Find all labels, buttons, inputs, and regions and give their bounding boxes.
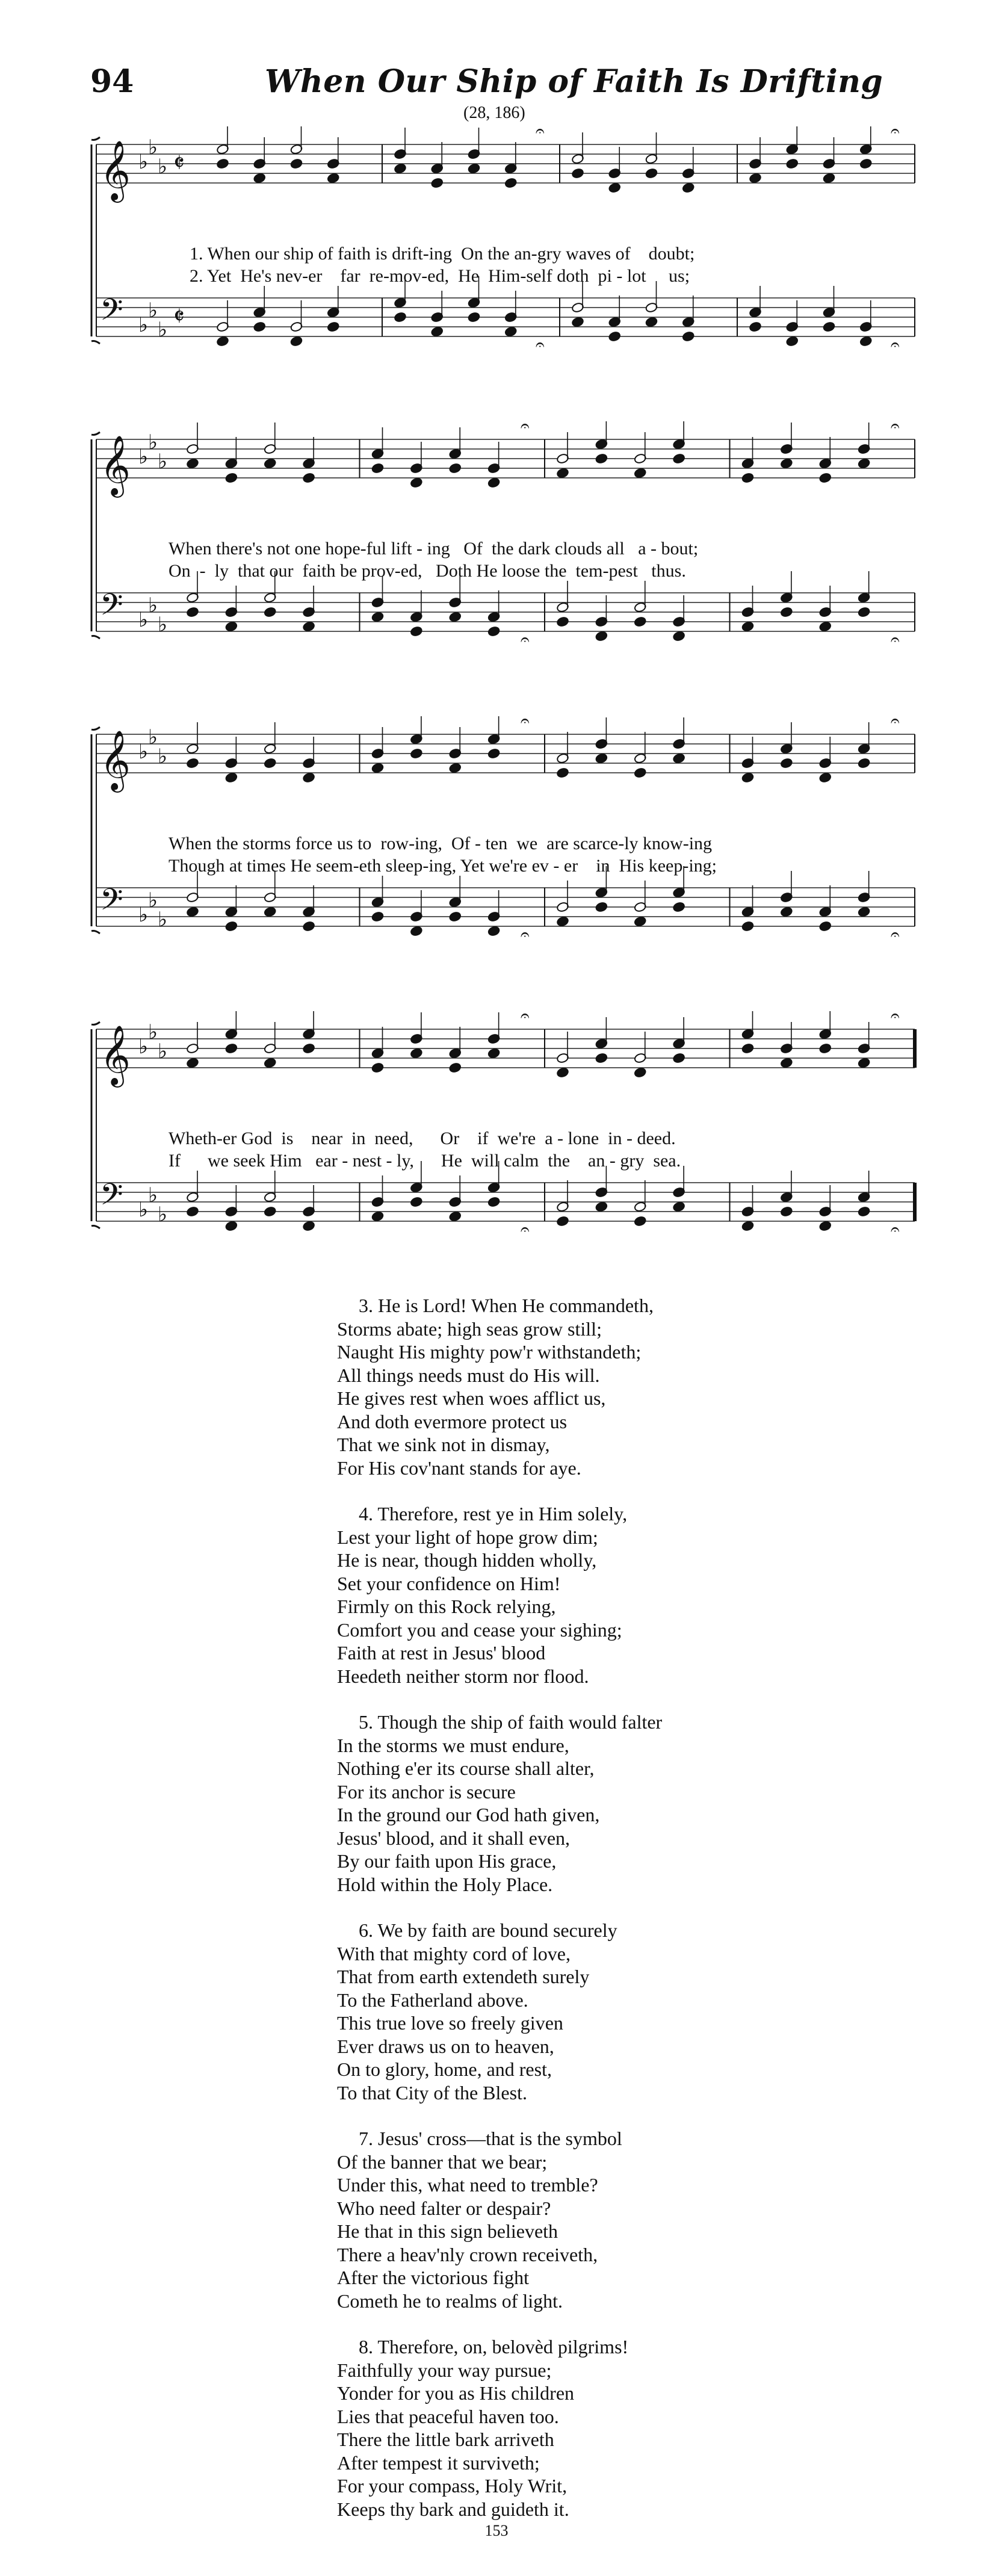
note-head xyxy=(410,477,422,488)
note-head xyxy=(410,926,422,937)
note-head xyxy=(225,1221,238,1231)
hymn-title: When Our Ship of Faith Is Drifting xyxy=(265,63,883,100)
treble-clef-icon: 𝄞 xyxy=(100,435,131,495)
note-head xyxy=(225,1043,238,1054)
note-head xyxy=(645,317,658,327)
note-head xyxy=(749,321,761,332)
note-head xyxy=(858,607,870,618)
note-head xyxy=(449,611,462,622)
bass-clef-icon: 𝄢 xyxy=(100,293,123,335)
fermata-icon: 𝄐 xyxy=(891,1221,900,1239)
flat-sign: ♭ xyxy=(138,1198,149,1222)
note-head xyxy=(327,173,339,184)
stanza-line: To that City of the Blest. xyxy=(337,2081,527,2104)
note-head xyxy=(302,772,315,783)
note-head xyxy=(253,173,266,184)
flat-sign: ♭ xyxy=(148,1020,158,1044)
flat-sign: ♭ xyxy=(148,593,158,618)
treble-clef-icon: 𝄞 xyxy=(100,140,131,200)
flat-sign: ♭ xyxy=(158,1203,168,1227)
bracket-top xyxy=(91,727,100,730)
note-head xyxy=(634,1216,646,1227)
note-head xyxy=(786,158,799,169)
note-head xyxy=(858,458,870,469)
note-head xyxy=(672,902,685,912)
stanza-line: After the victorious fight xyxy=(337,2267,530,2288)
flat-sign: ♭ xyxy=(148,1183,158,1207)
hymn-number: 94 xyxy=(90,63,134,100)
flat-sign: ♭ xyxy=(148,430,158,454)
note-head xyxy=(487,1197,500,1207)
note-head xyxy=(264,1206,276,1217)
lyric-line-verse-2: On - ly that our faith be prov-ed, Doth He loose the tem-pest thus. xyxy=(169,561,686,581)
fermata-icon: 𝄐 xyxy=(891,926,900,944)
note-head xyxy=(608,182,621,193)
note-head xyxy=(431,326,444,337)
note-head xyxy=(858,1057,870,1068)
fermata-icon: 𝄐 xyxy=(891,421,900,435)
note-head xyxy=(186,906,199,917)
note-head xyxy=(858,1206,870,1217)
fermata-icon: 𝄐 xyxy=(521,421,530,435)
bracket-bottom xyxy=(91,636,100,639)
note-head xyxy=(858,758,870,769)
note-head xyxy=(595,1053,608,1064)
note-head xyxy=(371,463,384,474)
note-head xyxy=(672,753,685,764)
note-head xyxy=(371,911,384,922)
bracket-top xyxy=(91,432,100,435)
note-head xyxy=(186,458,199,469)
stanza-line: Hold within the Holy Place. xyxy=(337,1873,553,1895)
flat-sign: ♭ xyxy=(148,135,158,159)
note-head xyxy=(672,1053,685,1064)
note-head xyxy=(302,1221,315,1231)
stanza-line: Lies that peaceful haven too. xyxy=(337,2405,559,2427)
lyric-line-verse-1: When there's not one hope-ful lift - ing Of the dark clouds all a - bout; xyxy=(169,539,699,559)
lyric-line-verse-1: When the storms force us to row-ing, Of - ten we are scarce-ly know-ing xyxy=(169,834,713,853)
treble-clef-icon: 𝄞 xyxy=(100,1025,131,1085)
note-head xyxy=(487,626,500,637)
flat-sign: ♭ xyxy=(138,608,149,632)
bass-clef-icon: 𝄢 xyxy=(100,1177,123,1219)
note-head xyxy=(371,1211,384,1222)
stanza-line: He that in this sign believeth xyxy=(337,2220,558,2242)
time-signature-icon: 𝄵 xyxy=(173,148,185,178)
page-number: 153 xyxy=(484,2522,509,2539)
stanza-line: Lest your light of hope grow dim; xyxy=(337,1526,598,1548)
stanza-line: 5. Though the ship of faith would falter xyxy=(359,1711,663,1733)
note-head xyxy=(819,621,832,632)
note-head xyxy=(264,758,276,769)
fermata-icon: 𝄐 xyxy=(891,716,900,730)
note-head xyxy=(302,921,315,932)
note-head xyxy=(264,906,276,917)
bracket-top xyxy=(91,137,100,140)
note-head xyxy=(741,472,754,483)
fermata-icon: 𝄐 xyxy=(521,1221,530,1239)
note-head xyxy=(859,336,872,347)
note-head xyxy=(449,1211,462,1222)
note-head xyxy=(595,1201,608,1212)
note-head xyxy=(302,1043,315,1054)
lyric-line-verse-2: 2. Yet He's nev-er far re-mov-ed, He Him-self doth pi - lot us; xyxy=(190,266,690,286)
note-head xyxy=(556,767,569,778)
flat-sign: ♭ xyxy=(158,613,168,637)
note-head xyxy=(504,326,517,337)
stanza-line: 4. Therefore, rest ye in Him solely, xyxy=(359,1503,628,1525)
stanza-line: For its anchor is secure xyxy=(337,1780,516,1803)
stanza-line: Ever draws us on to heaven, xyxy=(337,2035,554,2057)
note-head xyxy=(634,916,646,927)
note-head xyxy=(595,631,608,642)
stanza-line: Naught His mighty pow'r withstandeth; xyxy=(337,1341,642,1363)
note-head xyxy=(410,626,422,637)
note-head xyxy=(225,472,238,483)
stanza-line: There the little bark arriveth xyxy=(337,2429,554,2450)
stanza-line: Who need falter or despair? xyxy=(337,2197,551,2219)
note-head xyxy=(394,163,406,174)
note-head xyxy=(487,477,500,488)
flat-sign: ♭ xyxy=(138,1035,149,1059)
stanza-line: For your compass, Holy Writ, xyxy=(337,2475,568,2497)
note-head xyxy=(302,621,315,632)
note-head xyxy=(186,758,199,769)
note-head xyxy=(819,1043,832,1054)
note-head xyxy=(819,1221,832,1231)
stanza-line: Cometh he to realms of light. xyxy=(337,2290,563,2312)
note-head xyxy=(741,621,754,632)
lyric-line-verse-2: If we seek Him ear - nest - ly, He will calm the an - gry sea. xyxy=(169,1151,681,1171)
stanza-line: In the storms we must endure, xyxy=(337,1734,569,1756)
stanza-line: 8. Therefore, on, belovèd pilgrims! xyxy=(359,2336,629,2358)
note-head xyxy=(264,607,276,618)
music-system-2 xyxy=(84,421,927,680)
stanza-line: Set your confidence on Him! xyxy=(337,1572,561,1594)
note-head xyxy=(786,336,799,347)
note-head xyxy=(487,748,500,759)
note-head xyxy=(780,607,793,618)
fermata-icon: 𝄐 xyxy=(536,126,545,140)
note-head xyxy=(216,336,229,347)
stanza-line: With that mighty cord of love, xyxy=(337,1942,571,1965)
note-head xyxy=(634,468,646,478)
bass-clef-icon: 𝄢 xyxy=(100,882,123,924)
flat-sign: ♭ xyxy=(158,155,168,179)
note-head xyxy=(672,453,685,464)
note-head xyxy=(449,911,462,922)
stanza-line: On to glory, home, and rest, xyxy=(337,2058,552,2080)
note-head xyxy=(186,1206,199,1217)
lyric-line-verse-1: Wheth-er God is near in need, Or if we're a - lone in - deed. xyxy=(169,1129,676,1148)
note-head xyxy=(290,336,303,347)
stanza-line: He is near, though hidden wholly, xyxy=(337,1549,597,1571)
stanza-line: Storms abate; high seas grow still; xyxy=(337,1317,602,1340)
bracket-top xyxy=(91,1022,100,1025)
stanza-line: Under this, what need to tremble? xyxy=(337,2174,598,2196)
note-head xyxy=(449,463,462,474)
note-head xyxy=(186,607,199,618)
flat-sign: ♭ xyxy=(158,745,168,769)
note-head xyxy=(216,158,229,169)
note-head xyxy=(741,772,754,783)
note-head xyxy=(371,763,384,773)
stanza-line: Comfort you and cease your sighing; xyxy=(337,1618,622,1641)
note-head xyxy=(556,468,569,478)
note-head xyxy=(186,1057,199,1068)
note-head xyxy=(595,453,608,464)
note-head xyxy=(225,772,238,783)
note-head xyxy=(672,1201,685,1212)
flat-sign: ♭ xyxy=(138,313,149,337)
note-head xyxy=(858,906,870,917)
note-head xyxy=(410,1048,422,1059)
stanza-line: There a heav'nly crown receiveth, xyxy=(337,2243,598,2265)
stanza-line: Heedeth neither storm nor flood. xyxy=(337,1665,589,1687)
stanza-line: In the ground our God hath given, xyxy=(337,1804,600,1825)
note-head xyxy=(431,178,444,188)
stanza-line: All things needs must do His will. xyxy=(337,1364,600,1386)
fermata-icon: 𝄐 xyxy=(521,1011,530,1025)
note-head xyxy=(556,1216,569,1227)
note-head xyxy=(823,321,835,332)
flat-sign: ♭ xyxy=(138,740,149,764)
note-head xyxy=(741,1043,754,1054)
fermata-icon: 𝄐 xyxy=(521,716,530,730)
fermata-icon: 𝄐 xyxy=(521,926,530,944)
note-head xyxy=(749,173,761,184)
flat-sign: ♭ xyxy=(158,318,168,342)
stanza xyxy=(337,1294,818,1479)
flat-sign: ♭ xyxy=(148,725,158,749)
stanza-line: 6. We by faith are bound securely xyxy=(359,1919,617,1941)
note-head xyxy=(410,1197,422,1207)
bracket-bottom xyxy=(91,1226,100,1229)
fermata-icon: 𝄐 xyxy=(521,631,530,649)
note-head xyxy=(504,178,517,188)
stanza-line: Yonder for you as His children xyxy=(337,2382,575,2404)
note-head xyxy=(468,312,480,323)
flat-sign: ♭ xyxy=(138,150,149,174)
note-head xyxy=(595,753,608,764)
stanza-line: This true love so freely given xyxy=(337,2012,563,2034)
note-head xyxy=(449,1062,462,1073)
note-head xyxy=(302,472,315,483)
note-head xyxy=(682,182,694,193)
note-head xyxy=(410,748,422,759)
note-head xyxy=(741,1221,754,1231)
flat-sign: ♭ xyxy=(158,450,168,474)
treble-clef-icon: 𝄞 xyxy=(100,730,131,790)
music-system-4 xyxy=(84,1011,927,1276)
note-head xyxy=(780,758,793,769)
stanza xyxy=(337,2127,818,2312)
note-head xyxy=(571,317,584,327)
note-head xyxy=(672,631,685,642)
time-signature-icon: 𝄵 xyxy=(173,302,185,331)
note-head xyxy=(253,321,266,332)
note-head xyxy=(741,921,754,932)
stanza-line: That we sink not in dismay, xyxy=(337,1434,550,1455)
stanza-line: After tempest it surviveth; xyxy=(337,2451,540,2474)
flat-sign: ♭ xyxy=(148,888,158,912)
note-head xyxy=(290,158,303,169)
stanza-line: He gives rest when woes afflict us, xyxy=(337,1387,606,1409)
note-head xyxy=(327,321,339,332)
note-head xyxy=(487,1048,500,1059)
lyric-line-verse-2: Though at times He seem-eth sleep-ing, Yet we're ev - er in His keep-ing; xyxy=(169,856,717,876)
note-head xyxy=(819,472,832,483)
stanza-line: Nothing e'er its course shall alter, xyxy=(337,1757,595,1779)
note-head xyxy=(645,168,658,179)
stanza xyxy=(337,1502,818,1688)
bass-clef-icon: 𝄢 xyxy=(100,587,123,630)
flat-sign: ♭ xyxy=(148,299,158,323)
note-head xyxy=(780,1057,793,1068)
note-head xyxy=(819,772,832,783)
note-head xyxy=(225,621,238,632)
note-head xyxy=(371,1062,384,1073)
stanza-line: Jesus' blood, and it shall even, xyxy=(337,1827,571,1849)
note-head xyxy=(634,767,646,778)
note-head xyxy=(556,616,569,627)
note-head xyxy=(819,921,832,932)
flat-sign: ♭ xyxy=(158,908,168,932)
stanza-line: Firmly on this Rock relying, xyxy=(337,1596,556,1617)
note-head xyxy=(571,168,584,179)
note-head xyxy=(682,331,694,342)
fermata-icon: 𝄐 xyxy=(891,1011,900,1025)
note-head xyxy=(468,163,480,174)
stanza-line: 3. He is Lord! When He commandeth, xyxy=(359,1295,654,1316)
stanza xyxy=(337,2335,818,2521)
note-head xyxy=(780,458,793,469)
stanza xyxy=(337,1919,818,2104)
note-head xyxy=(823,173,835,184)
flat-sign: ♭ xyxy=(158,1039,168,1064)
stanza-line: For His cov'nant stands for aye. xyxy=(337,1457,581,1479)
fermata-icon: 𝄐 xyxy=(891,126,900,140)
note-head xyxy=(449,763,462,773)
note-head xyxy=(556,1067,569,1078)
note-head xyxy=(634,616,646,627)
additional-stanzas xyxy=(337,1294,818,2543)
fermata-icon: 𝄐 xyxy=(891,631,900,649)
flat-sign: ♭ xyxy=(138,903,149,927)
stanza-line: To the Fatherland above. xyxy=(337,1989,528,2011)
stanza-line: Keeps thy bark and guideth it. xyxy=(337,2498,569,2520)
stanza-line: By our faith upon His grace, xyxy=(337,1850,557,1872)
note-head xyxy=(264,458,276,469)
stanza-line: And doth evermore protect us xyxy=(337,1410,568,1432)
music-system-3 xyxy=(84,716,927,975)
stanza-line: Faith at rest in Jesus' blood xyxy=(337,1642,546,1664)
fermata-icon: 𝄐 xyxy=(891,336,900,354)
note-head xyxy=(394,312,406,323)
lyric-line-verse-1: 1. When our ship of faith is drift-ing On the an-gry waves of doubt; xyxy=(190,244,695,264)
flat-sign: ♭ xyxy=(138,445,149,469)
note-head xyxy=(264,1057,276,1068)
note-head xyxy=(556,916,569,927)
music-system-1 xyxy=(84,126,927,385)
stanza-line: That from earth extendeth surely xyxy=(337,1966,590,1987)
fermata-icon: 𝄐 xyxy=(536,336,545,354)
stanza xyxy=(337,1711,818,1896)
stanza-line: 7. Jesus' cross—that is the symbol xyxy=(359,2128,622,2149)
note-head xyxy=(595,902,608,912)
note-head xyxy=(225,921,238,932)
note-head xyxy=(780,906,793,917)
note-head xyxy=(780,1206,793,1217)
note-head xyxy=(634,1067,646,1078)
note-head xyxy=(608,331,621,342)
bracket-bottom xyxy=(91,341,100,344)
bracket-bottom xyxy=(91,931,100,934)
note-head xyxy=(859,158,872,169)
stanza-line: Faithfully your way pursue; xyxy=(337,2359,552,2381)
note-head xyxy=(487,926,500,937)
hymn-meter: (28, 186) xyxy=(463,104,525,122)
stanza-line: Of the banner that we bear; xyxy=(337,2150,548,2173)
note-head xyxy=(371,611,384,622)
